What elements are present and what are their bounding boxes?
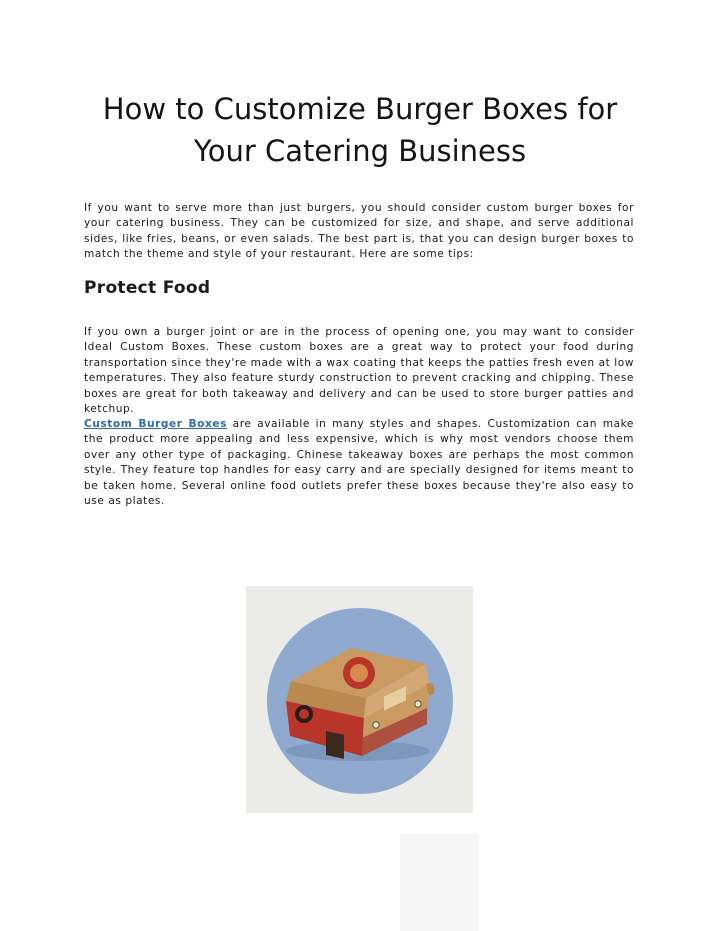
cowboy-figure (326, 731, 344, 759)
burger-box-illustration (246, 586, 473, 813)
section-heading: Protect Food (84, 278, 211, 298)
top-sunburst-center (350, 664, 368, 682)
intro-paragraph: If you want to serve more than just burgers, you should consider custom burger boxes for your catering business. They can be customized for size, and shape, and serve additional sides, like fries, beans, or even salads. The best part is, that you can design burger boxes to match the theme and style of your restaurant. Here are some tips: (84, 202, 634, 261)
faint-bottom-strip (400, 834, 478, 931)
title-line-2: Your Catering Business (193, 134, 527, 168)
vent-hole-1 (373, 722, 379, 728)
protect-food-paragraph: If you own a burger joint or are in the process of opening one, you may want to consider Ideal Custom Boxes. These custom boxes are a great way to protect your food during transportation since they're made with a wax coating that keeps the patties fresh even at low temperatures. They also feature sturdy construction to prevent cracking and chipping. These boxes are great for both takeaway and delivery and can be used to store burger patties and ketchup. (84, 326, 634, 416)
custom-boxes-paragraph (84, 417, 634, 509)
burger-box-image (246, 586, 473, 813)
left-badge-center (299, 709, 309, 719)
custom-boxes-paragraph-text: are available in many styles and shapes. Customization can make the product more appealing and less expensive, which is why most vendors choose them over any other type of packaging. Chinese takeaway boxes are perhaps the most common style. They feature top handles for easy carry and are specially designed for items meant to be taken home. Several online food outlets prefer these boxes because they're also easy to use as plates. (84, 418, 634, 508)
page-title (60, 88, 660, 172)
vent-hole-2 (415, 701, 421, 707)
custom-burger-boxes-link[interactable]: Custom Burger Boxes (84, 418, 227, 430)
title-line-1: How to Customize Burger Boxes for (102, 92, 618, 126)
